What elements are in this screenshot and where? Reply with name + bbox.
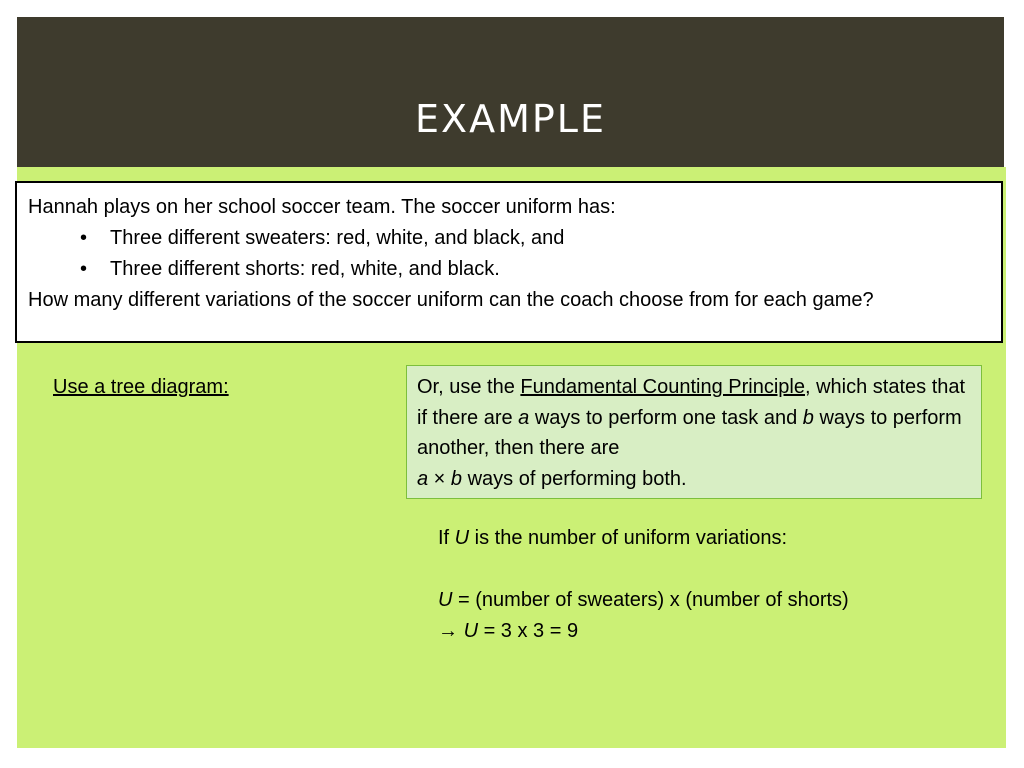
- times-sign: ×: [428, 467, 451, 490]
- uniform-options-list: [28, 223, 990, 285]
- tree-diagram-label: Use a tree diagram:: [53, 376, 229, 398]
- title-bar: [17, 17, 1004, 167]
- product-variable-a: a: [417, 467, 429, 490]
- fcp-prefix: Or, use the: [417, 376, 521, 398]
- variable-u: U: [438, 589, 453, 611]
- problem-statement-box: [15, 181, 1003, 343]
- problem-intro: Hannah plays on her school soccer team. The soccer uniform has:: [28, 196, 616, 218]
- definition-prefix: If: [438, 527, 455, 549]
- list-item: • Three different shorts: red, white, and black.: [110, 254, 990, 285]
- variable-a: a: [518, 406, 530, 429]
- variable-b: b: [802, 406, 814, 429]
- variable-u: U: [454, 527, 470, 549]
- fundamental-counting-principle-term: Fundamental Counting Principle: [520, 376, 805, 398]
- arrow-right-icon: →: [438, 620, 458, 642]
- fcp-middle-2: ways to perform another, then there are: [417, 406, 962, 459]
- result-line: [438, 616, 849, 647]
- variable-u: U: [463, 620, 479, 642]
- fcp-middle-1: ways to perform one task and: [529, 406, 803, 429]
- list-item: • Three different sweaters: red, white, and black, and: [110, 223, 990, 254]
- product-variable-b: b: [450, 467, 463, 490]
- result-text: = 3 x 3 = 9: [478, 620, 579, 642]
- problem-question: How many different variations of the soccer uniform can the coach choose from for each game?: [28, 289, 874, 311]
- definition-line: [438, 523, 849, 554]
- spacer: [438, 554, 849, 585]
- fcp-after-term: , which states that if there are: [417, 376, 966, 429]
- fcp-suffix: ways of performing both.: [462, 467, 687, 490]
- formula-line: [438, 585, 849, 616]
- counting-principle-box: [406, 365, 982, 499]
- calculation-block: [438, 523, 849, 647]
- slide-title: EXAMPLE: [415, 97, 606, 141]
- definition-suffix: is the number of uniform variations:: [469, 527, 788, 549]
- formula-text: = (number of sweaters) x (number of shorts): [452, 589, 849, 611]
